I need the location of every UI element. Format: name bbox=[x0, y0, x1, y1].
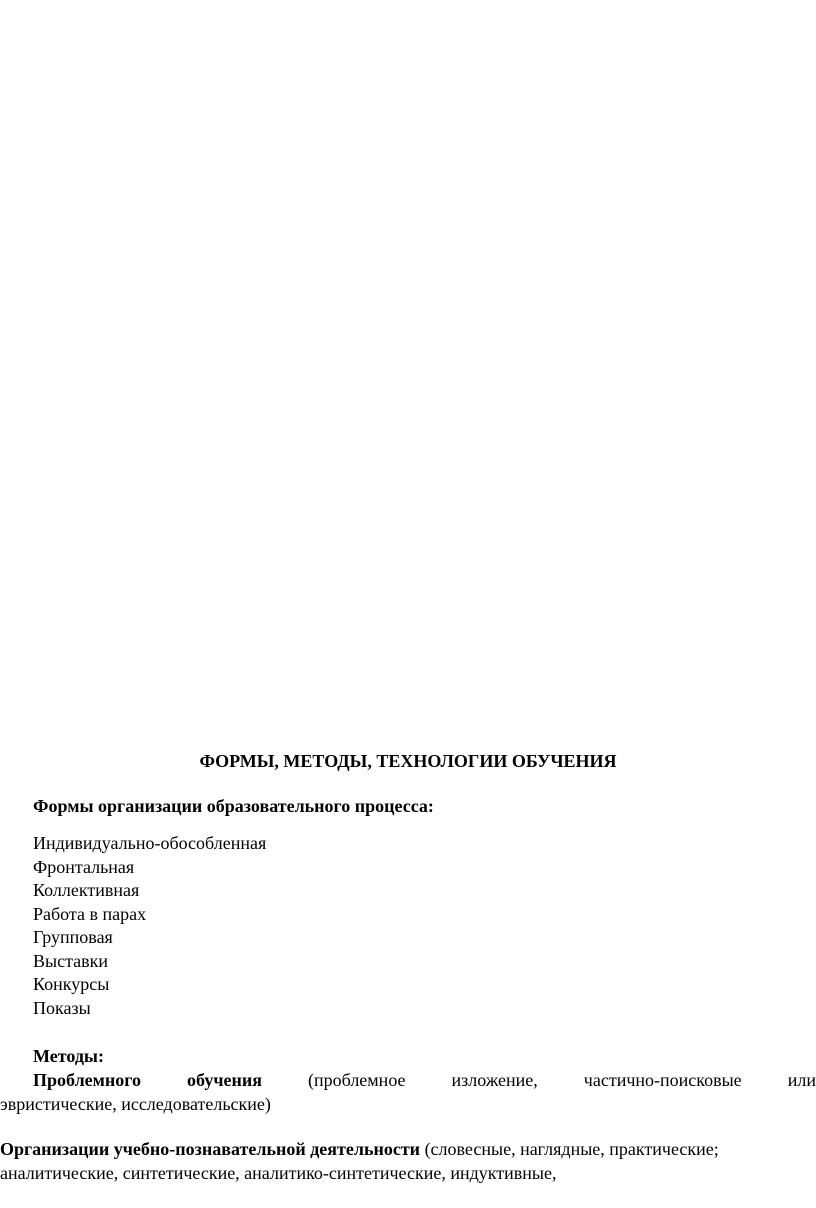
list-item: Фронтальная bbox=[33, 856, 135, 877]
list-item: Коллективная bbox=[33, 880, 140, 900]
problem-learning-term: обучения bbox=[187, 1070, 262, 1090]
paragraph-line: аналитические, синтетические, аналитико-синтетические, индуктивные, bbox=[0, 1163, 557, 1183]
list-item: Групповая bbox=[33, 927, 113, 947]
list-item: Выставки bbox=[33, 950, 109, 971]
activity-organization-paragraph bbox=[0, 1137, 816, 1185]
forms-heading: Формы организации образовательного процесса: bbox=[33, 796, 434, 816]
methods-heading: Методы: bbox=[33, 1046, 104, 1066]
paragraph-word: (проблемное bbox=[307, 1070, 406, 1090]
problem-learning-line bbox=[33, 1068, 816, 1092]
paragraph-line bbox=[0, 1137, 816, 1161]
paragraph-word: частично-поисковые bbox=[583, 1070, 742, 1090]
list-item: Показы bbox=[33, 997, 91, 1018]
list-item: Работа в парах bbox=[33, 903, 147, 924]
activity-organization-term: Организации учебно-познавательной деятельности bbox=[0, 1139, 421, 1159]
list-item: Индивидуально-обособленная bbox=[33, 833, 267, 853]
paragraph-line: эвристические, исследовательские) bbox=[0, 1094, 271, 1114]
page-title: ФОРМЫ, МЕТОДЫ, ТЕХНОЛОГИИ ОБУЧЕНИЯ bbox=[199, 751, 617, 771]
list-item: Конкурсы bbox=[33, 974, 110, 994]
paragraph-text: (словесные, наглядные, практические; bbox=[420, 1139, 719, 1159]
problem-learning-term: Проблемного bbox=[33, 1070, 142, 1090]
problem-learning-paragraph bbox=[0, 1068, 816, 1116]
paragraph-word: или bbox=[787, 1070, 816, 1090]
paragraph-word: изложение, bbox=[451, 1070, 538, 1090]
forms-list bbox=[33, 832, 266, 1020]
